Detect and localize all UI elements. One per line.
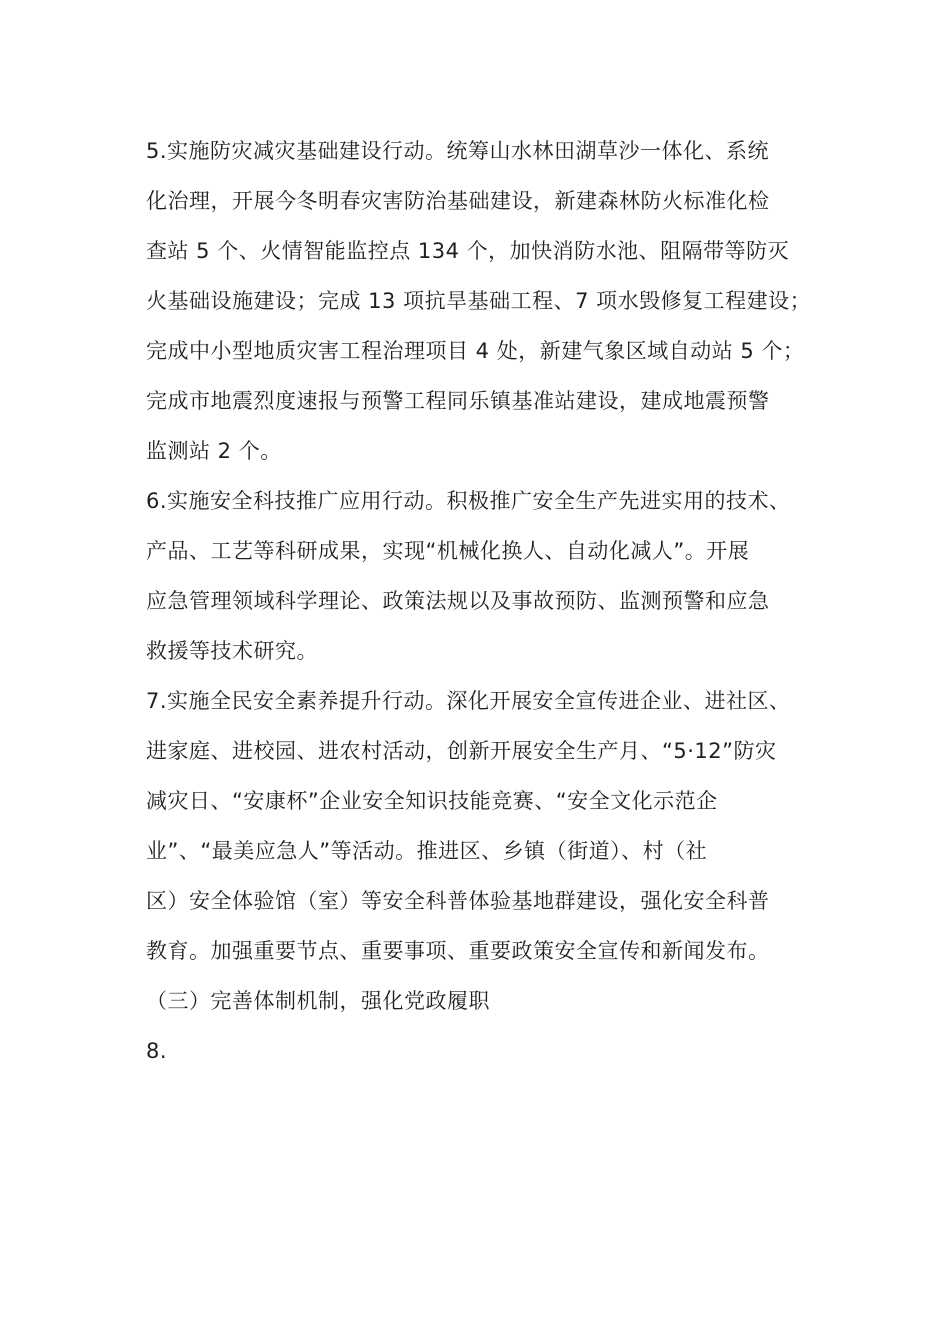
paragraph-5-line-6: 完成市地震烈度速报与预警工程同乐镇基准站建设，建成地震预警 <box>146 389 770 413</box>
paragraph-5-line-1: 5.实施防灾减灾基础建设行动。统筹山水林田湖草沙一体化、系统 <box>146 139 770 163</box>
paragraph-7-line-6: 教育。加强重要节点、重要事项、重要政策安全宣传和新闻发布。 <box>146 939 770 963</box>
paragraph-5-line-3: 查站 5 个、火情智能监控点 134 个，加快消防水池、阻隔带等防灭 <box>146 239 790 263</box>
paragraph-7-line-2: 进家庭、进校园、进农村活动，创新开展安全生产月、“5·12”防灾 <box>146 739 777 763</box>
paragraph-6-line-1: 6.实施安全科技推广应用行动。积极推广安全生产先进实用的技术、 <box>146 489 791 513</box>
paragraph-5-line-5: 完成中小型地质灾害工程治理项目 4 处，新建气象区域自动站 5 个； <box>146 339 805 363</box>
paragraph-5-line-4: 火基础设施建设；完成 13 项抗旱基础工程、7 项水毁修复工程建设； <box>146 289 812 313</box>
paragraph-6-line-4: 救援等技术研究。 <box>146 639 318 663</box>
paragraph-7-line-3: 减灾日、“安康杯”企业安全知识技能竞赛、“安全文化示范企 <box>146 789 718 813</box>
section-heading-3: （三）完善体制机制，强化党政履职 <box>146 989 490 1013</box>
paragraph-6-line-3: 应急管理领域科学理论、政策法规以及事故预防、监测预警和应急 <box>146 589 770 613</box>
paragraph-7-line-5: 区）安全体验馆（室）等安全科普体验基地群建设，强化安全科普 <box>146 889 770 913</box>
paragraph-6-line-2: 产品、工艺等科研成果，实现“机械化换人、自动化减人”。开展 <box>146 539 750 563</box>
paragraph-8-start: 8. <box>146 1039 168 1063</box>
paragraph-5-line-2: 化治理，开展今冬明春灾害防治基础建设，新建森林防火标准化检 <box>146 189 770 213</box>
paragraph-7-line-4: 业”、“最美应急人”等活动。推进区、乡镇（街道）、村（社 <box>146 839 708 863</box>
paragraph-5-line-7: 监测站 2 个。 <box>146 439 282 463</box>
paragraph-7-line-1: 7.实施全民安全素养提升行动。深化开展安全宣传进企业、进社区、 <box>146 689 791 713</box>
